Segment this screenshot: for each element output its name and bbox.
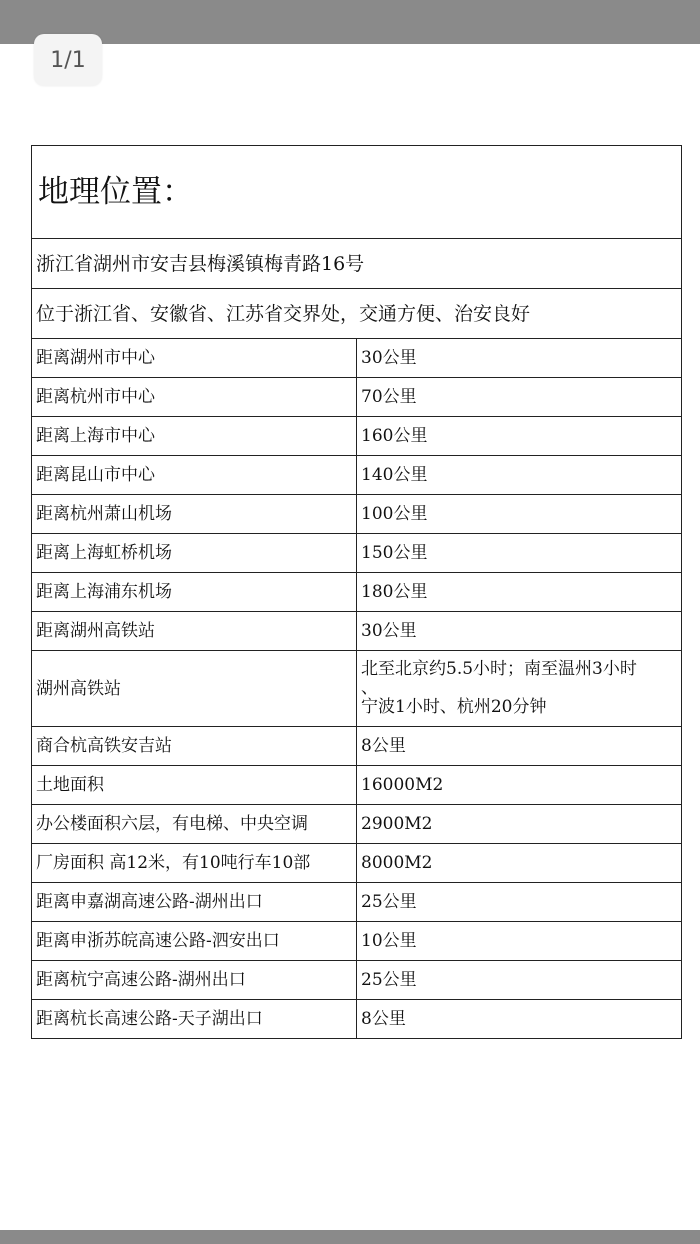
row-value: 100公里 xyxy=(357,495,682,534)
table-row xyxy=(32,456,682,495)
row-value: 180公里 xyxy=(357,573,682,612)
page-indicator: 1/1 xyxy=(34,34,102,86)
row-value: 25公里 xyxy=(357,961,682,1000)
row-label: 距离申浙苏皖高速公路-泗安出口 xyxy=(32,922,357,961)
table-row xyxy=(32,612,682,651)
row-value: 25公里 xyxy=(357,883,682,922)
row-label: 距离申嘉湖高速公路-湖州出口 xyxy=(32,883,357,922)
table-row xyxy=(32,727,682,766)
row-label: 办公楼面积六层，有电梯、中央空调 xyxy=(32,805,357,844)
row-value: 30公里 xyxy=(357,612,682,651)
section-title: 地理位置： xyxy=(32,146,682,239)
table-row xyxy=(32,495,682,534)
row-label: 湖州高铁站 xyxy=(32,651,357,727)
table-row xyxy=(32,573,682,612)
row-label: 土地面积 xyxy=(32,766,357,805)
row-value: 2900M2 xyxy=(357,805,682,844)
row-value-line: 宁波1小时、杭州20分钟 xyxy=(361,697,547,717)
table-row xyxy=(32,339,682,378)
row-value: 8000M2 xyxy=(357,844,682,883)
row-label: 距离杭州萧山机场 xyxy=(32,495,357,534)
row-value: 140公里 xyxy=(357,456,682,495)
row-value: 30公里 xyxy=(357,339,682,378)
viewer-top-bar xyxy=(0,0,700,44)
row-value: 150公里 xyxy=(357,534,682,573)
table-row xyxy=(32,844,682,883)
row-label: 距离杭州市中心 xyxy=(32,378,357,417)
row-value xyxy=(357,651,682,727)
table-row xyxy=(32,1000,682,1039)
row-value-line: 北至北京约5.5小时；南至温州3小时 xyxy=(361,659,637,679)
table-row xyxy=(32,922,682,961)
table-row xyxy=(32,766,682,805)
row-label: 距离杭长高速公路-天子湖出口 xyxy=(32,1000,357,1039)
row-label: 距离杭宁高速公路-湖州出口 xyxy=(32,961,357,1000)
table-row xyxy=(32,651,682,727)
row-label: 距离上海浦东机场 xyxy=(32,573,357,612)
address-text: 浙江省湖州市安吉县梅溪镇梅青路16号 xyxy=(32,239,682,289)
table-row xyxy=(32,417,682,456)
address-row xyxy=(32,239,682,289)
table-row xyxy=(32,534,682,573)
table-title-row xyxy=(32,146,682,239)
row-value: 16000M2 xyxy=(357,766,682,805)
table-row xyxy=(32,378,682,417)
row-label: 距离湖州高铁站 xyxy=(32,612,357,651)
row-value: 8公里 xyxy=(357,1000,682,1039)
location-table xyxy=(31,145,682,1039)
viewer-bottom-bar xyxy=(0,1230,700,1244)
row-value: 8公里 xyxy=(357,727,682,766)
row-label: 距离上海市中心 xyxy=(32,417,357,456)
row-value-line: 、 xyxy=(361,678,378,698)
row-label: 商合杭高铁安吉站 xyxy=(32,727,357,766)
table-row xyxy=(32,805,682,844)
row-value: 160公里 xyxy=(357,417,682,456)
table-row xyxy=(32,883,682,922)
location-note-row xyxy=(32,289,682,339)
location-note-text: 位于浙江省、安徽省、江苏省交界处，交通方便、治安良好 xyxy=(32,289,682,339)
row-label: 距离上海虹桥机场 xyxy=(32,534,357,573)
row-label: 厂房面积 高12米，有10吨行车10部 xyxy=(32,844,357,883)
row-value: 10公里 xyxy=(357,922,682,961)
row-value: 70公里 xyxy=(357,378,682,417)
row-label: 距离湖州市中心 xyxy=(32,339,357,378)
table-row xyxy=(32,961,682,1000)
row-label: 距离昆山市中心 xyxy=(32,456,357,495)
